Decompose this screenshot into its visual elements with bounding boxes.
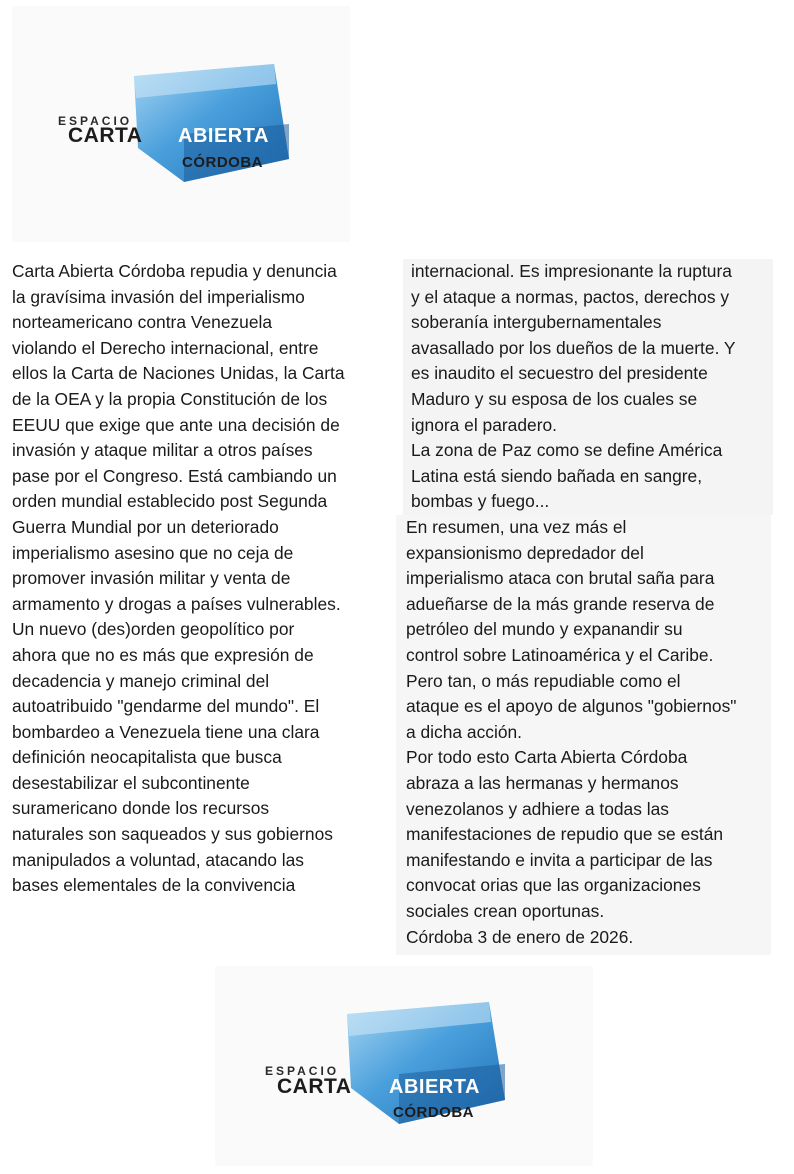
top-logo-panel [12,6,350,242]
bottom-logo-panel [215,966,593,1166]
logo-cordoba-text-bottom: CÓRDOBA [393,1104,474,1121]
logo-abierta-text: ABIERTA [178,125,269,147]
logo-espacio-text-bottom: ESPACIO [265,1064,340,1078]
letter-column-right-top: internacional. Es impresionante la ruptura y el ataque a normas, pactos, derechos y soberanía intergubernamentales avasallado por los dueños de la muerte. Y es inaudito el secuestro del presidente Maduro y su esposa de los cuales se ignora el paradero. La zona de Paz como se define América Latina está siendo bañada en sangre, bombas y fuego... [403,259,773,515]
logo-cordoba-text: CÓRDOBA [182,154,263,171]
letter-column-right-bottom: En resumen, una vez más el expansionismo depredador del imperialismo ataca con brutal saña para adueñarse de la más grande reserva de petróleo del mundo y expanandir su control sobre Latinoamérica y el Caribe. Pero tan, o más repudiable como el ataque es el apoyo de algunos "gobiernos" a dicha acción. Por todo esto Carta Abierta Córdoba abraza a las hermanas y hermanos venezolanos y adhiere a todas las manifestaciones de repudio que se están manifestando e invita a participar de las convocat orias que las organizaciones sociales crean oportunas. Córdoba 3 de enero de 2026. [396,515,771,955]
logo-espacio-text: ESPACIO [58,114,133,128]
logo-carta-text: CARTA [68,124,143,147]
espacio-carta-abierta-logo [58,64,308,184]
logo-carta-text-bottom: CARTA [277,1075,352,1098]
espacio-carta-abierta-logo-bottom [265,1002,525,1126]
letter-column-left: Carta Abierta Córdoba repudia y denuncia la gravísima invasión del imperialismo norteamericano contra Venezuela violando el Derecho internacional, entre ellos la Carta de Naciones Unidas, la Carta de la OEA y la propia Constitución de los EEUU que exige que ante una decisión de invasión y ataque militar a otros países pase por el Congreso. Está cambiando un orden mundial establecido post Segunda Guerra Mundial por un deteriorado imperialismo asesino que no ceja de promover invasión militar y venta de armamento y drogas a países vulnerables. Un nuevo (des)orden geopolítico por ahora que no es más que expresión de decadencia y manejo criminal del autoatribuido "gendarme del mundo". El bombardeo a Venezuela tiene una clara definición neocapitalista que busca desestabilizar el subcontinente suramericano donde los recursos naturales son saqueados y sus gobiernos manipulados a voluntad, atacando las bases elementales de la convivencia [12,259,392,899]
logo-abierta-text-bottom: ABIERTA [389,1076,480,1098]
